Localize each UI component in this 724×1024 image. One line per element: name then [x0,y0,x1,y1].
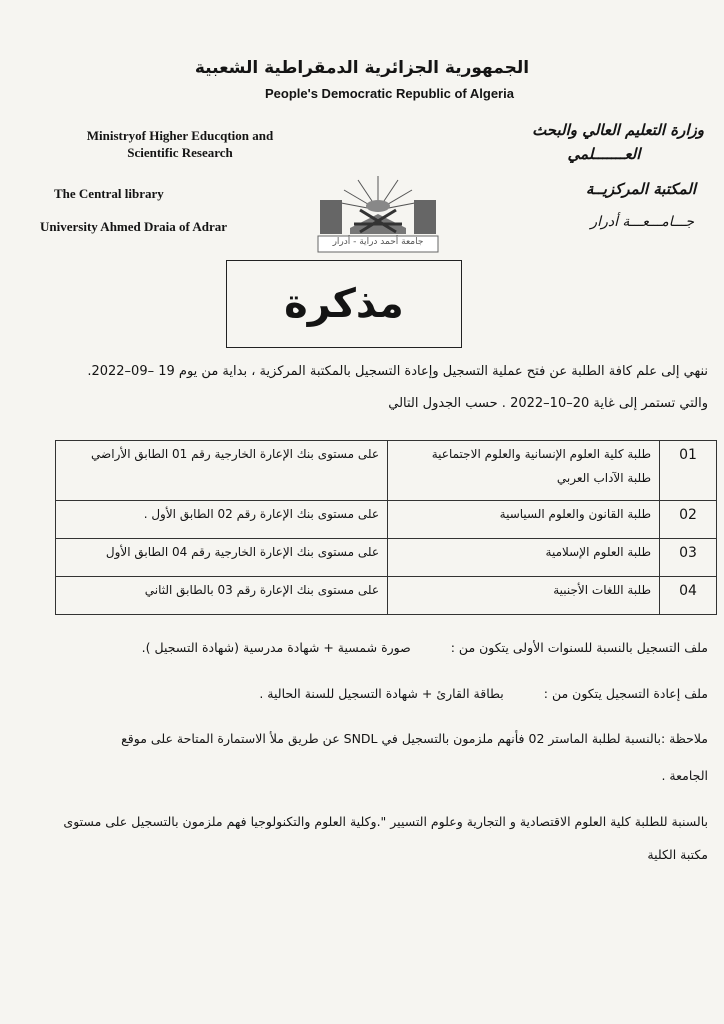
library-ar: المكتبة المركزيــة [585,180,696,198]
row-number: 02 [660,501,717,539]
reregister-items: بطاقة القارئ + شهادة التسجيل للسنة الحالية . [259,686,504,701]
row-location: على مستوى بنك الإعارة الخارجية رقم 01 الطابق الأراضي [56,441,388,501]
row-location: على مستوى بنك الإعارة الخارجية رقم 04 الطابق الأول [56,539,388,577]
note-faculty-cont: مكتبة الكلية [647,847,708,862]
republic-title-ar: الجمهورية الجزائرية الدمقراطية الشعبية [194,58,530,78]
ministry-ar [504,118,704,166]
table-row [56,577,717,615]
row-number: 01 [660,441,717,501]
reregister-label: ملف إعادة التسجيل يتكون من : [543,686,708,701]
memo-title-box [226,260,462,348]
ministry-ar-line2: العـــــــلمي [567,145,641,163]
row-faculty: طلبة اللغات الأجنبية [388,577,660,615]
library-en: The Central library [54,186,164,201]
first-year-file [8,640,708,655]
first-year-items: صورة شمسية + شهادة مدرسية (شهادة التسجيل ). [141,640,411,655]
row-location: على مستوى بنك الإعارة رقم 03 بالطابق الثاني [56,577,388,615]
ministry-en [70,127,290,161]
reregister-file [8,686,708,701]
logo-caption: جامعة أحمد دراية - أدرار [332,237,424,247]
ministry-en-line2: Scientific Research [127,145,233,160]
row-faculty: طلبة العلوم الإسلامية [388,539,660,577]
table-row [56,441,717,501]
row-location: على مستوى بنك الإعارة رقم 02 الطابق الأول . [56,501,388,539]
university-ar: جـــامـــعـــة أدرار [590,214,694,230]
ministry-en-line1: Ministryof Higher Educqtion and [86,128,274,143]
republic-title-en: People's Democratic Republic of Algeria [265,86,514,101]
row-faculty [388,441,660,501]
row-faculty: طلبة القانون والعلوم السياسية [388,501,660,539]
note-master: ملاحظة :بالنسبة لطلبة الماستر 02 فأنهم ملزمون بالتسجيل في SNDL عن طريق ملأ الاستمارة المتاحة على موقع [121,731,708,746]
memo-title: مذكرة [284,281,404,327]
ministry-ar-line1: وزارة التعليم العالي والبحث [532,121,704,139]
intro-line2: والتي تستمر إلى غاية 20–10–2022 . حسب الجدول التالي [388,396,708,411]
intro-line1: ننهي إلى علم كافة الطلبة عن فتح عملية التسجيل وإعادة التسجيل بالمكتبة المركزية ، بداية من يوم 19 –09–2022. [87,364,708,379]
note-faculty: بالسنبة للطلبة كلية العلوم الاقتصادية و التجارية وعلوم التسيير ".وكلية العلوم والتكنولوجيا فهم ملزمون بالتسجيل على مستوى [63,814,708,829]
first-year-label: ملف التسجيل بالنسبة للسنوات الأولى يتكون من : [450,640,708,655]
table-row [56,501,717,539]
row-number: 03 [660,539,717,577]
table-row [56,539,717,577]
note-master-cont: الجامعة . [661,768,708,783]
university-en: University Ahmed Draia of Adrar [40,219,228,234]
row-number: 04 [660,577,717,615]
schedule-table [55,440,717,615]
faculty-line: طلبة كلية العلوم الإنسانية والعلوم الاجتماعية [431,447,651,461]
faculty-line: طلبة الآداب العربي [556,471,651,485]
